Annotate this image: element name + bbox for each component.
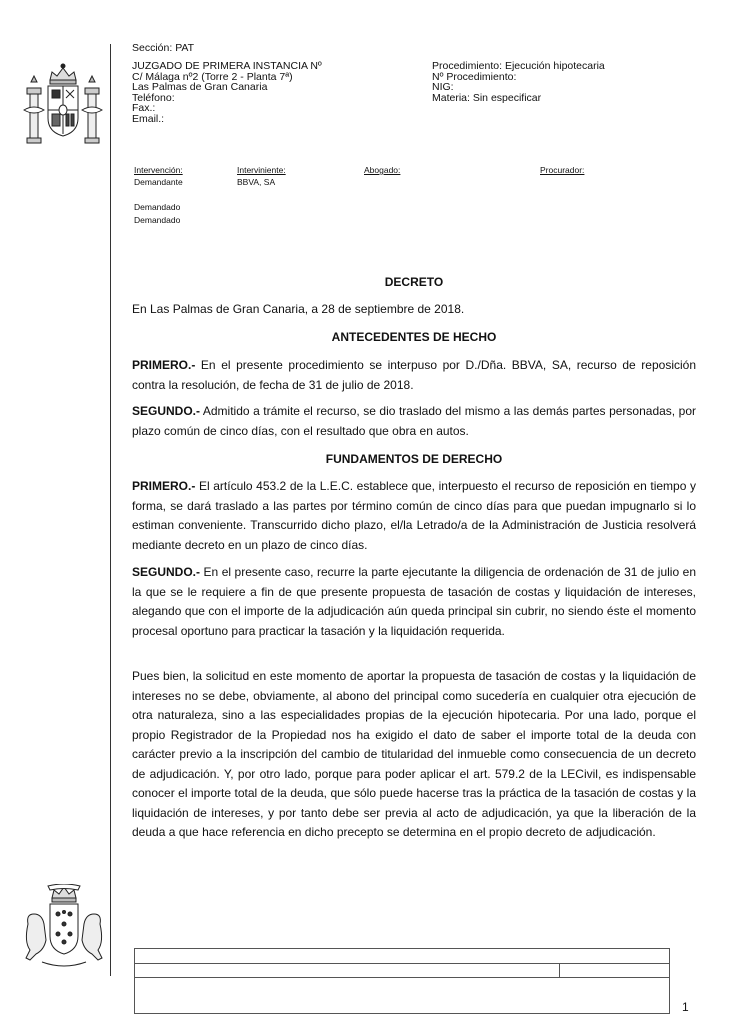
paragraph-text: El artículo 453.2 de la L.E.C. establece que, interpuesto el recurso de reposición en tiempo y forma, se dará traslado a las partes por término común de cinco días para que puedan impugnarlo si lo estiman conveniente. Transcurrido dicho plazo, el/la Letrado/a de la Administración de Justicia resolverá mediante decreto en un plazo de cinco días. [132, 479, 696, 552]
party-name: BBVA, SA [237, 177, 276, 187]
paragraph-label: SEGUNDO.- [132, 565, 201, 579]
col-abogado: Abogado: [364, 165, 401, 175]
procedure-line: Nº Procedimiento: [432, 70, 517, 83]
table-divider [135, 977, 669, 978]
court-line: Teléfono: [132, 91, 175, 104]
antecedente-segundo [132, 402, 696, 441]
court-address-block [132, 61, 322, 124]
section-label: Sección: PAT [132, 42, 195, 54]
paragraph-text: Admitido a trámite el recurso, se dio traslado del mismo a las demás partes personadas, por plazo común de cinco días, con el resultado que obra en autos. [132, 404, 696, 438]
court-line: Email.: [132, 112, 165, 125]
margin-line [110, 44, 111, 976]
paragraph-text: En el presente caso, recurre la parte ejecutante la diligencia de ordenación de 31 de julio en la que se le requiere a fin de que presente propuesta de tasación de costas y liquidación de intereses, alegando que con el importe de la adjudicación aún queda principal sin cubrir, no siendo éste el momento procesal oportuno para practicar la tasación y la liquidación requerida. [132, 565, 696, 638]
party-role: Demandante [134, 177, 183, 187]
document-title: DECRETO [384, 275, 444, 289]
place-date: En Las Palmas de Gran Canaria, a 28 de septiembre de 2018. [132, 302, 465, 316]
procedure-line: NIG: [432, 81, 454, 93]
fundamento-segundo [132, 563, 696, 641]
page-number: 1 [682, 1000, 689, 1014]
party-role: Demandado [134, 215, 181, 225]
procedure-line: Procedimiento: Ejecución hipotecaria [432, 60, 605, 72]
paragraph-label: PRIMERO.- [132, 358, 196, 372]
table-divider [135, 963, 669, 964]
court-line: JUZGADO DE PRIMERA INSTANCIA Nº [132, 60, 322, 72]
footer-signature-table [134, 948, 670, 1014]
paragraph-label: PRIMERO.- [132, 479, 196, 493]
spain-coat-of-arms-icon [22, 60, 104, 152]
party-role: Demandado [134, 202, 181, 212]
col-intervencion: Intervención: [134, 165, 183, 175]
paragraph-text: En el presente procedimiento se interpuso por D./Dña. BBVA, SA, recurso de reposición contra la resolución, de fecha de 31 de julio de 2018. [132, 358, 696, 392]
court-line: Las Palmas de Gran Canaria [132, 81, 268, 93]
canarias-coat-of-arms-icon [22, 884, 106, 974]
col-interviniente: Interviniente: [237, 165, 286, 175]
paragraph-label: SEGUNDO.- [132, 404, 201, 418]
antecedente-primero [132, 356, 696, 395]
antecedentes-heading: ANTECEDENTES DE HECHO [331, 330, 497, 344]
fundamento-primero [132, 477, 696, 555]
procedure-line: Materia: Sin especificar [432, 91, 542, 104]
court-line: C/ Málaga nº2 (Torre 2 - Planta 7ª) [132, 70, 293, 83]
col-procurador: Procurador: [540, 165, 585, 175]
fundamento-paragraph: Pues bien, la solicitud en este momento de aportar la propuesta de tasación de costas y la liquidación de intereses no se debe, obviamente, al abono del principal como sucedería en cualquier otra ejecución de otra naturaleza, sino a las especialidades propias de la ejecución hipotecaria. Por una lado, porque el propio Registrador de la Propiedad nos ha exigido el dato de saber el importe total de la deuda con carácter previo a la inscripción del cambio de titularidad del inmueble como consecuencia de un decreto de adjudicación. Y, por otro lado, porque para poder aplicar el art. 579.2 de la LECivil, es indispensable conocer el importe total de la deuda, que sólo puede hacerse tras la práctica de la tasación de costas y la liquidación de intereses, y por tanto debe ser previa al acto de adjudicación, ya que la liberación de la deuda a que hace referencia en dicho precepto se determina en el propio decreto de adjudicación. [132, 669, 696, 839]
court-line: Fax.: [132, 102, 156, 114]
fundamentos-heading: FUNDAMENTOS DE DERECHO [325, 452, 503, 466]
procedure-info-block [432, 61, 605, 103]
table-divider [559, 963, 560, 977]
